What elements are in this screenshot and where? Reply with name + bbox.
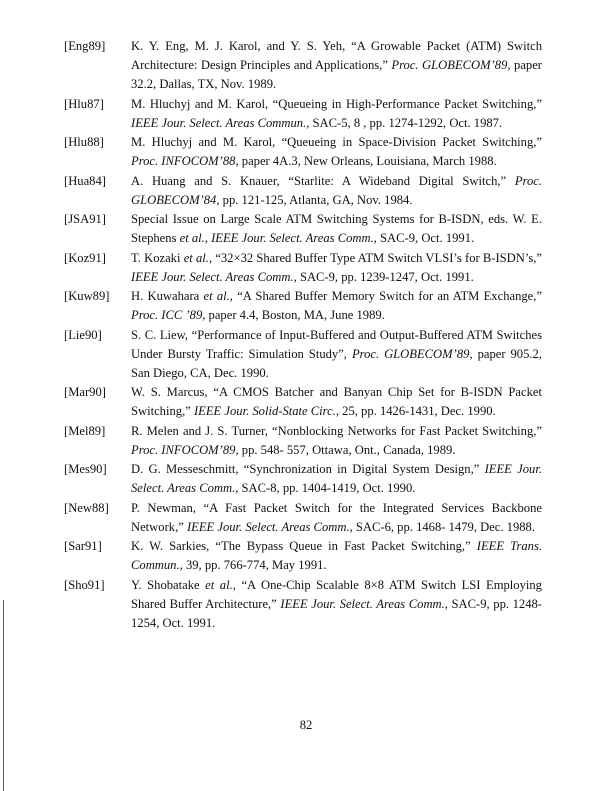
reference-italic-segment: IEEE Jour. Select. Areas Comm. <box>186 519 350 534</box>
reference-segment: , paper 32.2, Dallas, TX, Nov. 1989. <box>131 58 542 91</box>
reference-italic-segment: et al. <box>205 577 233 592</box>
reference-segment: D. G. Messeschmitt, “Synchronization in Digital System Design,” <box>131 462 485 476</box>
reference-segment: , pp. 121-125, Atlanta, GA, Nov. 1984. <box>216 192 413 207</box>
reference-entry <box>64 499 542 537</box>
reference-text <box>131 422 542 460</box>
scan-edge-line <box>3 600 4 791</box>
reference-entry <box>64 287 542 325</box>
reference-text <box>131 172 542 210</box>
reference-segment: , SAC-9, pp. 1248-1254, Oct. 1991. <box>131 596 542 630</box>
reference-italic-segment: IEEE Jour. Select. Areas Comm. <box>280 596 445 611</box>
reference-italic-segment: et al. <box>183 250 209 265</box>
page-number: 82 <box>299 718 313 732</box>
reference-entry <box>64 537 542 575</box>
reference-key: [Mel89] <box>64 423 106 438</box>
reference-entry <box>64 326 542 383</box>
reference-key: [Lie90] <box>64 327 102 342</box>
reference-segment: , <box>204 231 212 245</box>
reference-key: [Hua84] <box>64 173 106 188</box>
reference-segment: , “A One-Chip Scalable 8×8 ATM Switch LSI Employing Shared Buffer Architecture,” <box>131 577 542 611</box>
reference-entry <box>64 210 542 248</box>
reference-segment: R. Melen and J. S. Turner, “Nonblocking Networks for Fast Packet Switching,” <box>131 423 542 438</box>
reference-entry <box>64 133 542 171</box>
reference-text <box>131 499 542 537</box>
reference-segment: , SAC-5, 8 , pp. 1274-1292, Oct. 1987. <box>306 115 503 130</box>
reference-segment: M. Hluchyj and M. Karol, “Queueing in Space-Division Packet Switching,” <box>131 135 542 149</box>
reference-italic-segment: Proc. ICC ’89 <box>131 308 203 322</box>
reference-segment: H. Kuwahara <box>131 289 204 303</box>
reference-entry <box>64 37 542 94</box>
reference-segment: , 25, pp. 1426-1431, Dec. 1990. <box>335 404 496 418</box>
reference-italic-segment: IEEE Jour. Select. Areas Comm. <box>131 462 542 495</box>
reference-italic-segment: IEEE Jour. Select. Areas Comm. <box>211 231 374 245</box>
reference-italic-segment: et al. <box>203 289 230 303</box>
reference-italic-segment: IEEE Jour. Select. Areas Comm. <box>131 269 294 284</box>
reference-segment: W. S. Marcus, “A CMOS Batcher and Banyan Chip Set for B-ISDN Packet Switching,” <box>131 385 542 418</box>
reference-key: [Mes90] <box>64 462 107 476</box>
reference-segment: K. W. Sarkies, “The Bypass Queue in Fast Packet Switching,” <box>131 539 477 553</box>
reference-key: [JSA91] <box>64 212 106 226</box>
reference-segment: , paper 4A.3, New Orleans, Louisiana, March 1988. <box>235 154 497 168</box>
reference-key: [New88] <box>64 500 109 515</box>
reference-key: [Koz91] <box>64 250 106 265</box>
reference-text <box>131 537 542 575</box>
reference-segment: , SAC-9, pp. 1239-1247, Oct. 1991. <box>293 269 474 284</box>
reference-text <box>131 133 542 171</box>
reference-key: [Hlu87] <box>64 96 104 111</box>
reference-text <box>131 287 542 325</box>
reference-key: [Kuw89] <box>64 289 110 303</box>
reference-segment: , pp. 548- 557, Ottawa, Ont., Canada, 1989. <box>235 442 456 457</box>
reference-segment: , SAC-9, Oct. 1991. <box>373 231 475 245</box>
reference-segment: M. Hluchyj and M. Karol, “Queueing in High-Performance Packet Switching,” <box>131 96 542 111</box>
reference-text <box>131 576 542 633</box>
reference-segment: Y. Shobatake <box>131 577 206 592</box>
reference-entry <box>64 95 542 133</box>
reference-segment: , 39, pp. 766-774, May 1991. <box>179 558 327 572</box>
reference-italic-segment: Proc. GLOBECOM’89 <box>391 58 508 72</box>
reference-segment: , SAC-8, pp. 1404-1419, Oct. 1990. <box>235 481 416 495</box>
reference-entry <box>64 576 542 633</box>
reference-italic-segment: Proc. GLOBECOM’84 <box>131 173 542 207</box>
reference-text <box>131 95 542 133</box>
reference-text <box>131 460 542 498</box>
reference-segment: , “32×32 Shared Buffer Type ATM Switch VLSI’s for B-ISDN’s,” <box>208 250 542 265</box>
reference-segment: , “A Shared Buffer Memory Switch for an ATM Exchange,” <box>229 289 543 303</box>
reference-italic-segment: IEEE Trans. Commun. <box>131 539 542 572</box>
reference-list <box>64 37 542 633</box>
reference-segment: Special Issue on Large Scale ATM Switching Systems for B-ISDN, eds. W. E. Stephens <box>131 212 542 245</box>
reference-segment: A. Huang and S. Knauer, “Starlite: A Wideband Digital Switch,” <box>131 173 515 188</box>
reference-text <box>131 37 542 94</box>
reference-segment: , paper 905.2, San Diego, CA, Dec. 1990. <box>131 346 542 380</box>
reference-entry <box>64 383 542 421</box>
reference-italic-segment: Proc. INFOCOM’88 <box>131 154 236 168</box>
reference-segment: K. Y. Eng, M. J. Karol, and Y. S. Yeh, “A Growable Packet (ATM) Switch Architecture: Design Principles and Applications,” <box>131 39 542 72</box>
reference-key: [Mar90] <box>64 385 106 399</box>
reference-italic-segment: IEEE Jour. Select. Areas Commun. <box>131 115 307 130</box>
reference-text <box>131 383 542 421</box>
reference-key: [Sar91] <box>64 539 102 553</box>
reference-key: [Hlu88] <box>64 135 104 149</box>
reference-key: [Sho91] <box>64 577 105 592</box>
reference-segment: , SAC-6, pp. 1468- 1479, Dec. 1988. <box>349 519 535 534</box>
reference-italic-segment: Proc. GLOBECOM’89 <box>351 346 470 361</box>
reference-italic-segment: Proc. INFOCOM’89 <box>131 442 236 457</box>
reference-entry <box>64 249 542 287</box>
reference-text <box>131 326 542 383</box>
reference-segment: T. Kozaki <box>131 250 184 265</box>
reference-entry <box>64 172 542 210</box>
reference-segment: , paper 4.4, Boston, MA, June 1989. <box>202 308 385 322</box>
reference-italic-segment: IEEE Jour. Solid-State Circ. <box>193 404 336 418</box>
reference-segment: S. C. Liew, “Performance of Input-Buffered and Output-Buffered ATM Switches Under Bursty Traffic: Simulation Study”, <box>131 327 542 361</box>
reference-text <box>131 249 542 287</box>
reference-italic-segment: et al. <box>179 231 205 245</box>
reference-text <box>131 210 542 248</box>
reference-entry <box>64 422 542 460</box>
reference-entry <box>64 460 542 498</box>
reference-key: [Eng89] <box>64 39 106 53</box>
reference-segment: P. Newman, “A Fast Packet Switch for the Integrated Services Backbone Network,” <box>131 500 542 534</box>
